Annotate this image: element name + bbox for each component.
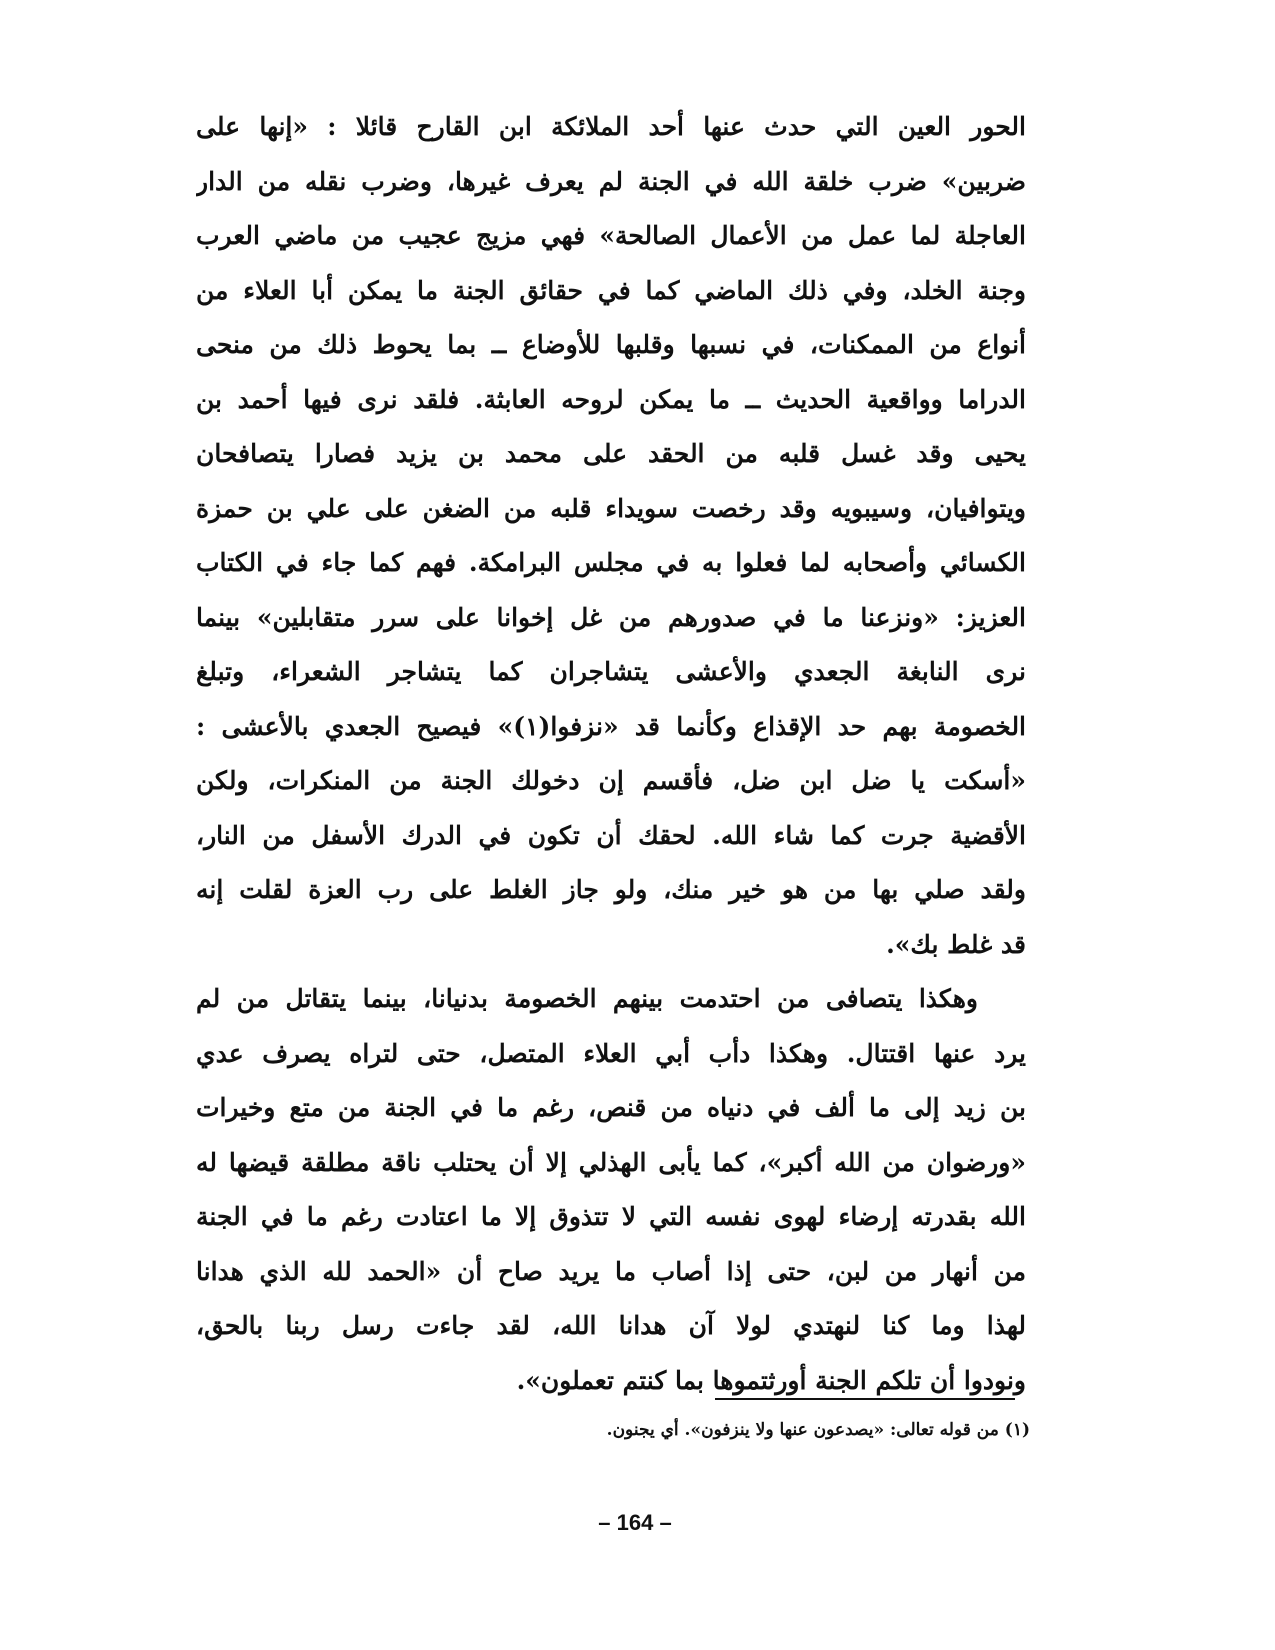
- text-line: الأقضية جرت كما شاء الله. لحقك أن تكون في الدرك الأسفل من النار،: [196, 820, 1026, 850]
- text-line: ويتوافيان، وسيبويه وقد رخصت سويداء قلبه من الضغن على علي بن حمزة: [196, 493, 1026, 523]
- text-line: «ورضوان من الله أكبر»، كما يأبى الهذلي إلا أن يحتلب ناقة مطلقة قيضها له: [196, 1147, 1026, 1177]
- text-line: وهكذا يتصافى من احتدمت بينهم الخصومة بدنيانا، بينما يتقاتل من لم: [196, 984, 978, 1013]
- text-line: وجنة الخلد، وفي ذلك الماضي كما في حقائق الجنة ما يمكن أبا العلاء من: [196, 275, 1026, 305]
- text-line: الله بقدرته إرضاء لهوى نفسه التي لا تتذوق إلا ما اعتادت رغم ما في الجنة: [196, 1202, 1026, 1231]
- text-line: نرى النابغة الجعدي والأعشى يتشاجران كما يتشاجر الشعراء، وتبلغ: [196, 657, 1026, 686]
- text-line: الكسائي وأصحابه لما فعلوا به في مجلس البرامكة. فهم كما جاء في الكتاب: [196, 548, 1026, 577]
- text-line: الخصومة بهم حد الإقذاع وكأنما قد «نزفوا(١)» فيصيح الجعدي بالأعشى :: [196, 711, 1026, 741]
- main-text: [196, 100, 1026, 1408]
- text-line: أنواع من الممكنات، في نسبها وقلبها للأوضاع ــ بما يحوط ذلك من منحى: [196, 330, 1026, 359]
- text-line: ونودوا أن تلكم الجنة أورثتموها بما كنتم تعملون».: [516, 1365, 1026, 1395]
- text-line: من أنهار من لبن، حتى إذا أصاب ما يريد صاح أن «الحمد لله الذي هدانا: [196, 1256, 1026, 1286]
- text-line: «أسكت يا ضل ابن ضل، فأقسم إن دخولك الجنة من المنكرات، ولكن: [196, 766, 1026, 795]
- text-line: الحور العين التي حدث عنها أحد الملائكة ابن القارح قائلا : «إنها على: [196, 112, 1026, 141]
- text-line: ضربين» ضرب خلقة الله في الجنة لم يعرف غيرها، وضرب نقله من الدار: [196, 166, 1026, 196]
- text-line: ولقد صلي بها من هو خير منك، ولو جاز الغلط على رب العزة لقلت إنه: [196, 875, 1026, 904]
- text-line: الدراما وواقعية الحديث ــ ما يمكن لروحه العابثة. فلقد نرى فيها أحمد بن: [196, 384, 1026, 414]
- paragraph-2: [196, 972, 1026, 1408]
- text-line: لهذا وما كنا لنهتدي لولا آن هدانا الله، لقد جاءت رسل ربنا بالحق،: [196, 1311, 1026, 1340]
- page-number: – 164 –: [598, 1510, 672, 1535]
- text-line: يحيى وقد غسل قلبه من الحقد على محمد بن يزيد فصارا يتصافحان: [196, 439, 1026, 468]
- footnote-divider: [715, 1398, 1015, 1400]
- footnote: (١) من قوله تعالى: «يصدعون عنها ولا ينزفون». أي يجنون.: [606, 1420, 1030, 1440]
- text-line: بن زيد إلى ما ألف في دنياه من قنص، رغم ما في الجنة من متع وخيرات: [196, 1093, 1026, 1122]
- paragraph-1: [196, 100, 1026, 972]
- text-line: العاجلة لما عمل من الأعمال الصالحة» فهي مزيج عجيب من ماضي العرب: [196, 221, 1026, 250]
- text-line: قد غلط بك».: [886, 929, 1026, 959]
- text-line: العزيز: «ونزعنا ما في صدورهم من غل إخوانا على سرر متقابلين» بينما: [196, 602, 1026, 632]
- text-line: يرد عنها اقتتال. وهكذا دأب أبي العلاء المتصل، حتى لتراه يصرف عدي: [196, 1038, 1026, 1068]
